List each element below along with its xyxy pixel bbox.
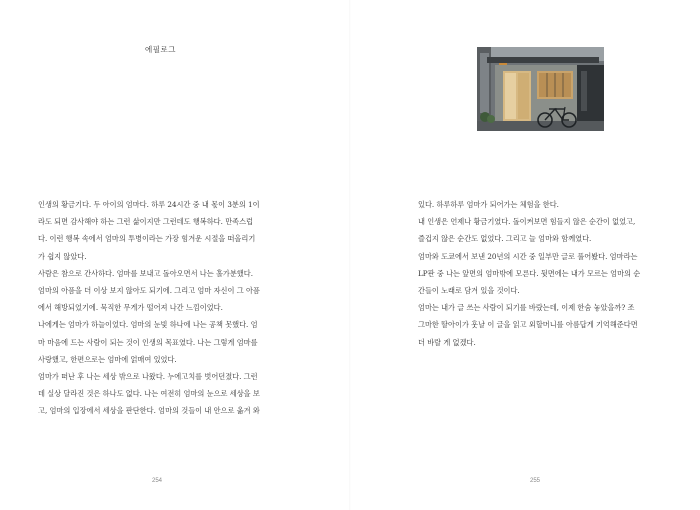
text-line: 엄마와 도쿄에서 보낸 20년의 시간 중 일부만 글로 풀어봤다. 엄마라는 — [418, 251, 638, 261]
text-line: 엄마는 내가 글 쓰는 사람이 되기를 바랐는데, 이제 한숨 놓았을까? 조 — [418, 303, 635, 313]
text-line: 데 실상 달라진 것은 하나도 없다. 나는 여전히 엄마의 눈으로 세상을 보 — [38, 389, 260, 399]
text-line: 사랑했고, 한편으로는 엄마에 얽매여 있었다. — [38, 354, 177, 364]
text-line: 마 마음에 드는 사람이 되는 것이 인생의 목표였다. 나는 그렇게 엄마를 — [38, 337, 258, 347]
text-line: 더 바랄 게 없겠다. — [418, 337, 476, 347]
text-line: 가 쉽지 않았다. — [38, 251, 87, 261]
text-line: 나에게는 엄마가 하늘이었다. 엄마의 눈빛 하나에 나는 공책 못했다. 엄 — [38, 320, 258, 330]
text-line: 고, 엄마의 입장에서 세상을 판단한다. 엄마의 것들이 내 안으로 옮겨 와 — [38, 406, 260, 416]
text-line: 즐겁지 않은 순간도 없었다. 그리고 늘 엄마와 함께였다. — [418, 234, 592, 244]
text-line: 엄마의 아픔을 더 이상 보지 않아도 되기에. 그리고 엄마 자신이 그 아픔 — [38, 286, 260, 296]
text-line: 다. 이런 행복 속에서 엄마의 투병이라는 가장 힘겨운 시절을 떠올리기 — [38, 234, 256, 244]
text-line: 내 인생은 언제나 황금기였다. 돌이켜보면 힘들지 않은 순간이 없었고, — [418, 217, 636, 227]
text-line: 사람은 참으로 간사하다. 엄마를 보내고 돌아오면서 나는 홀가분했다. — [38, 268, 253, 278]
text-line: 있다. 하루하루 엄마가 되어가는 체험을 한다. — [418, 200, 559, 209]
text-line: 인생의 황금기다. 두 아이의 엄마다. 하루 24시간 중 내 몫이 3분의 1이 — [38, 200, 260, 209]
right-body-text — [418, 196, 668, 351]
text-line: 에서 해방되었기에. 묵직한 무게가 떨어져 나간 느낌이었다. — [38, 303, 223, 313]
text-line: 엄마가 떠난 후 나는 세상 밖으로 나왔다. 누에고치를 벗어던졌다. 그런 — [38, 372, 258, 382]
page-number-left: 254 — [152, 478, 163, 484]
left-body-text — [38, 196, 288, 420]
text-line: 간들이 노래로 담겨 있을 것이다. — [418, 286, 520, 296]
text-line: LP판 중 나는 앞면의 엄마밖에 모른다. 뒷면에는 내가 모르는 엄마의 순 — [418, 268, 641, 278]
text-line: 라도 되면 감사해야 하는 그런 삶이지만 그런데도 행복하다. 만족스럽 — [38, 217, 253, 227]
chapter-title: 에필로그 — [145, 45, 176, 54]
page-number-right: 255 — [530, 478, 541, 484]
right-page — [350, 0, 700, 510]
text-line: 그마한 딸아이가 훗날 이 글을 읽고 외할머니를 아름답게 기억해준다면 — [418, 320, 638, 330]
storefront-photo — [477, 47, 604, 131]
